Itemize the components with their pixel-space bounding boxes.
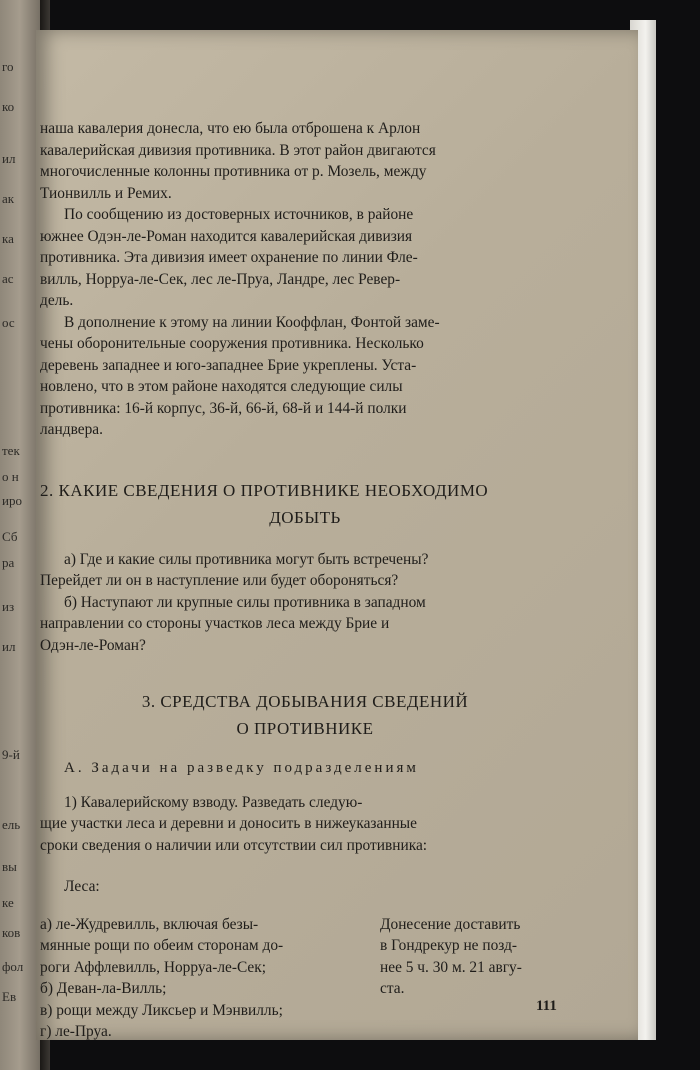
spine-fragment: вы [2, 859, 17, 874]
text-line: наша кавалерия донесла, что ею была отброшена к Арлон [40, 120, 421, 137]
forests-label: Леса: [64, 878, 100, 895]
forest-list [40, 914, 360, 1043]
spine-fragment: ель [2, 817, 21, 832]
intro-paragraph [40, 118, 570, 204]
spine-fragment: ков [2, 925, 21, 940]
section-heading-3 [40, 688, 570, 742]
text-line: 1) Кавалерийскому взводу. Разведать следую- [64, 793, 363, 811]
task-cavalry-platoon [40, 792, 570, 857]
text-line: противника: 16-й корпус, 36-й, 66-й, 68-й и 144-й полки [40, 399, 407, 417]
list-item: г) ле-Пруа. [40, 1023, 112, 1040]
spine-fragment: ил [2, 639, 16, 654]
spine-fragment: ак [2, 191, 15, 206]
text-line: ландвера. [40, 421, 103, 438]
question-a [40, 549, 570, 592]
heading-line: ДОБЫТЬ [269, 507, 341, 527]
list-item: б) Деван-ла-Вилль; [40, 980, 167, 997]
subheading-tasks: А. Задачи на разведку подразделениям [64, 760, 419, 776]
text-line: В дополнение к этому на линии Кооффлан, Фонтой заме- [64, 313, 440, 331]
forest-list-columns [40, 914, 570, 1043]
section-heading-2 [40, 477, 570, 531]
text-line: направлении со стороны участков леса между Брие и [40, 615, 390, 632]
text-line: Донесение доставить [380, 915, 521, 933]
spine-fragment: иро [2, 493, 22, 508]
text-line: По сообщению из достоверных источников, в районе [64, 206, 414, 223]
list-item: роги Аффлевилль, Норруа-ле-Сек; [40, 958, 266, 976]
question-b [40, 592, 570, 657]
spine-fragment: го [2, 59, 14, 74]
spine-fragment: Сб [2, 529, 18, 544]
text-line: щие участки леса и деревни и доносить в нижеуказанные [40, 815, 417, 832]
text-line: многочисленные колонны противника от р. Мозель, между [40, 163, 427, 180]
text-line: новлено, что в этом районе находятся следующие силы [40, 378, 403, 395]
text-line: б) Наступают ли крупные силы противника в западном [64, 593, 426, 611]
heading-line: 2. КАКИЕ СВЕДЕНИЯ О ПРОТИВНИКЕ НЕОБХОДИМО [40, 480, 489, 500]
spine-fragment: тек [2, 443, 20, 458]
text-line: ста. [380, 980, 405, 997]
page-text [40, 118, 570, 1043]
spine-fragment: ке [2, 895, 14, 910]
spine-fragment: ил [2, 151, 16, 166]
spine-fragment: ко [2, 99, 15, 114]
spine-fragment: ра [2, 555, 15, 570]
text-line: противника. Эта дивизия имеет охранение по линии Фле- [40, 249, 418, 266]
heading-line: 3. СРЕДСТВА ДОБЫВАНИЯ СВЕДЕНИЙ [141, 692, 469, 711]
text-line: а) Где и какие силы противника могут быть встречены? [64, 550, 429, 568]
spine-fragment: из [2, 599, 15, 614]
spine-fragment: о н [2, 469, 19, 484]
text-line: Одэн-ле-Роман? [40, 636, 146, 654]
text-line: Перейдет ли он в наступление или будет обороняться? [40, 572, 399, 589]
list-item: в) рощи между Ликсьер и Мэнвилль; [40, 1001, 283, 1019]
text-line: Тионвилль и Ремих. [40, 184, 172, 202]
report-deadline [380, 914, 570, 1043]
spine-fragment: фол [2, 959, 24, 974]
list-item: а) ле-Жудревилль, включая безы- [40, 915, 259, 933]
heading-line: О ПРОТИВНИКЕ [236, 719, 374, 738]
spine-fragment: ос [2, 315, 15, 330]
page-number: 111 [536, 998, 557, 1014]
list-item: мянные рощи по обеим сторонам до- [40, 937, 284, 954]
text-line: южнее Одэн-ле-Роман находится кавалерийская дивизия [40, 227, 413, 245]
text-line: деревень западнее и юго-западнее Брие укреплены. Уста- [40, 356, 417, 374]
text-line: в Гондрекур не позд- [380, 937, 518, 954]
spine-fragment: ас [2, 271, 14, 286]
paragraph-defenses [40, 312, 570, 441]
text-line: кавалерийская дивизия противника. В этот район двигаются [40, 141, 436, 159]
book-page [36, 30, 638, 1040]
paragraph-sources [40, 204, 570, 312]
text-line: нее 5 ч. 30 м. 21 авгу- [380, 958, 522, 976]
text-line: дель. [40, 292, 74, 309]
spine-fragment: ка [2, 231, 14, 246]
spine-fragment: 9-й [2, 747, 20, 762]
spine-fragment: Ев [2, 989, 17, 1004]
text-line: вилль, Норруа-ле-Сек, лес ле-Пруа, Ландре, лес Ревер- [40, 270, 401, 288]
text-line: сроки сведения о наличии или отсутствии сил противника: [40, 836, 428, 854]
text-line: чены оборонительные сооружения противника. Несколько [40, 335, 424, 352]
